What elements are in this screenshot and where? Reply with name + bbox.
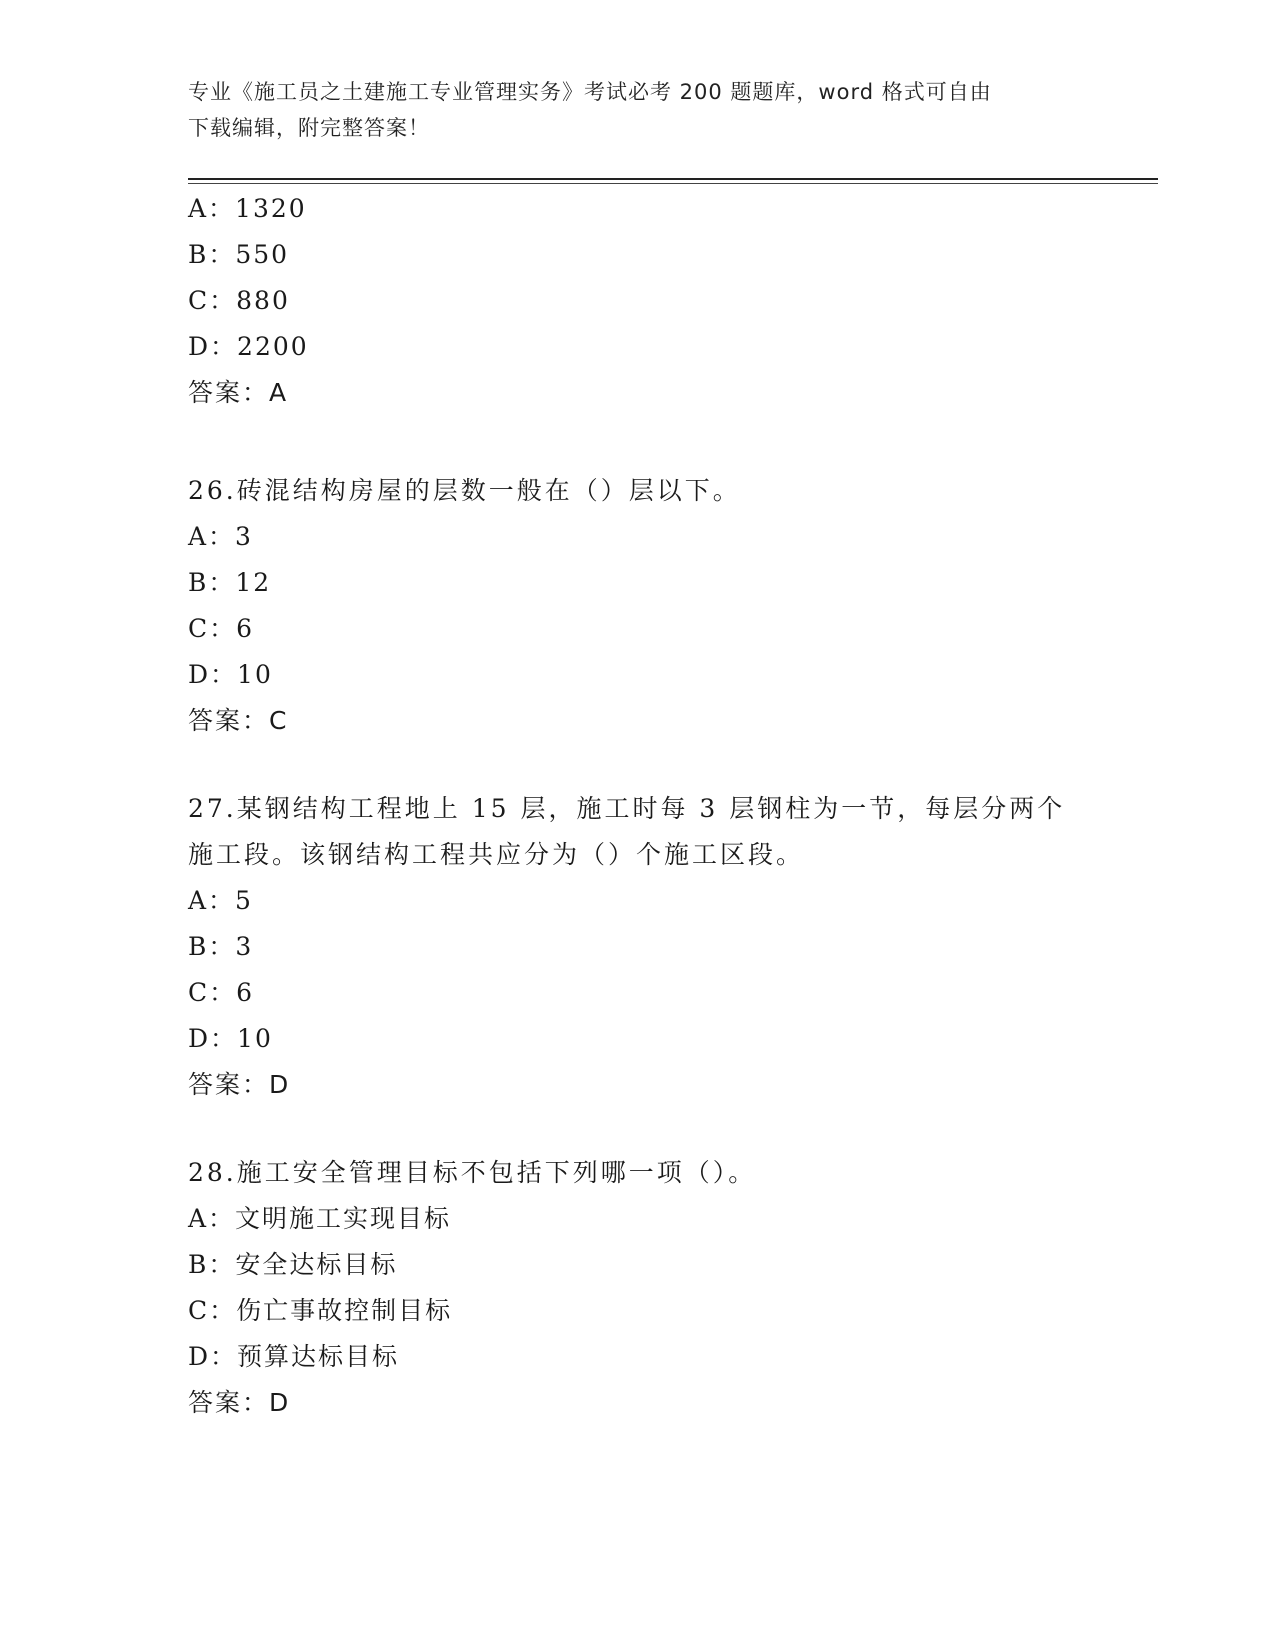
question-text-line-1: 27.某钢结构工程地上 15 层，施工时每 3 层钢柱为一节，每层分两个 <box>188 794 1066 823</box>
option-b: B：550 <box>188 240 290 269</box>
header-line-1: 专业《施工员之土建施工专业管理实务》考试必考 200 题题库，word 格式可自由 <box>188 80 992 104</box>
answer: 答案：D <box>188 1070 291 1099</box>
question-26 <box>188 468 1088 744</box>
question-text-line-2: 施工段。该钢结构工程共应分为（）个施工区段。 <box>188 840 805 869</box>
option-c: C：伤亡事故控制目标 <box>188 1296 453 1325</box>
option-c: C：6 <box>188 978 255 1007</box>
header-divider-thick <box>188 178 1158 180</box>
option-a: A：文明施工实现目标 <box>188 1204 452 1233</box>
option-d: D：10 <box>188 660 273 689</box>
option-d: D：10 <box>188 1024 273 1053</box>
option-d: D：2200 <box>188 332 309 361</box>
option-a: A：3 <box>188 522 253 551</box>
option-d: D：预算达标目标 <box>188 1342 400 1371</box>
header-divider-thin <box>188 183 1158 184</box>
option-b: B：3 <box>188 932 254 961</box>
option-a: A：1320 <box>188 194 307 223</box>
answer: 答案：A <box>188 378 289 407</box>
question-text: 26.砖混结构房屋的层数一般在（）层以下。 <box>188 476 741 505</box>
option-a: A：5 <box>188 886 253 915</box>
option-b: B：12 <box>188 568 272 597</box>
option-c: C：880 <box>188 286 290 315</box>
option-c: C：6 <box>188 614 255 643</box>
question-text: 28.施工安全管理目标不包括下列哪一项（）。 <box>188 1158 757 1187</box>
document-header <box>188 74 1068 146</box>
option-b: B：安全达标目标 <box>188 1250 398 1279</box>
question-25-tail <box>188 186 1088 416</box>
answer: 答案：D <box>188 1388 291 1417</box>
question-28 <box>188 1150 1088 1426</box>
answer: 答案：C <box>188 706 289 735</box>
question-27 <box>188 786 1088 1108</box>
header-line-2: 下载编辑，附完整答案！ <box>188 116 430 140</box>
